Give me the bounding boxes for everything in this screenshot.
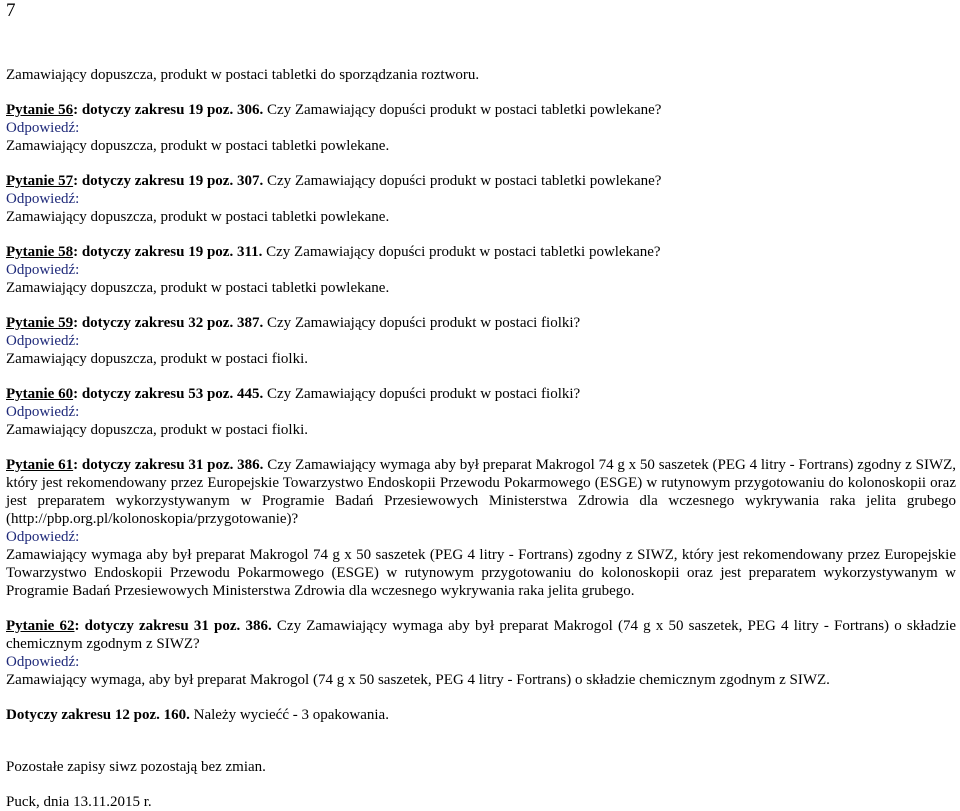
answer-text: Zamawiający dopuszcza, produkt w postaci tabletki powlekane. bbox=[6, 280, 390, 296]
question-number: Pytanie 57 bbox=[6, 173, 74, 189]
question-text: Pytanie 59: dotyczy zakresu 32 poz. 387. Czy Zamawiający dopuści produkt w postaci fiolki? bbox=[6, 315, 581, 331]
question-title: Pytanie 61: dotyczy zakresu 31 poz. 386. bbox=[6, 457, 264, 473]
answer-text: Zamawiający wymaga, aby był preparat Makrogol (74 g x 50 saszetek, PEG 4 litry - Fortrans) o składzie chemicznym zgodnym z SIWZ. bbox=[6, 672, 830, 688]
question-number: Pytanie 58 bbox=[6, 244, 74, 260]
question-block bbox=[6, 385, 956, 439]
question-title: Pytanie 60: dotyczy zakresu 53 poz. 445. bbox=[6, 386, 264, 402]
question-text: Pytanie 61: dotyczy zakresu 31 poz. 386. Czy Zamawiający wymaga aby był preparat Makrogol 74 g x 50 saszetek (PEG 4 litry - Fortrans) zgodny z SIWZ, który jest rekomendowany przez Europejskie Towarzystwo Endoskopii Przewodu Pokarmowego (ESGE) w rutynowym przygotowaniu do kolonoskopii oraz jest preparatem wykorzystywanym w Programie Badań Przesiewowych Ministerstwa Zdrowia dla wczesnego wykrywania raka jelita grubego (http://pbp.org.pl/kolonoskopia/przygotowanie)? bbox=[6, 457, 957, 527]
extra-note bbox=[6, 706, 956, 724]
question-title: Pytanie 59: dotyczy zakresu 32 poz. 387. bbox=[6, 315, 264, 331]
answer-label: Odpowiedź: bbox=[6, 262, 80, 278]
answer-text: Zamawiający dopuszcza, produkt w postaci fiolki. bbox=[6, 422, 308, 438]
question-title: Pytanie 57: dotyczy zakresu 19 poz. 307. bbox=[6, 173, 264, 189]
question-text: Pytanie 58: dotyczy zakresu 19 poz. 311. Czy Zamawiający dopuści produkt w postaci tabletki powlekane? bbox=[6, 244, 661, 260]
answer-label: Odpowiedź: bbox=[6, 404, 80, 420]
answer-text: Zamawiający wymaga aby był preparat Makrogol 74 g x 50 saszetek (PEG 4 litry - Fortrans) zgodny z SIWZ, który jest rekomendowany przez Europejskie Towarzystwo Endoskopii Przewodu Pokarmowego (ESGE) w rutynowym przygotowaniu do kolonoskopii oraz jest preparatem wykorzystywanym w Programie Badań Przesiewowych Ministerstwa Zdrowia dla wczesnego wykrywania raka jelita grubego. bbox=[6, 547, 956, 599]
question-block bbox=[6, 617, 956, 689]
question-number: Pytanie 59 bbox=[6, 315, 74, 331]
question-block bbox=[6, 243, 956, 297]
question-text: Pytanie 60: dotyczy zakresu 53 poz. 445. Czy Zamawiający dopuści produkt w postaci fiolki? bbox=[6, 386, 581, 402]
question-number: Pytanie 56 bbox=[6, 102, 74, 118]
extra-title: Dotyczy zakresu 12 poz. 160. bbox=[6, 707, 190, 723]
extra-text: Należy wyciećć - 3 opakowania. bbox=[189, 707, 389, 723]
question-block bbox=[6, 314, 956, 368]
question-number: Pytanie 60 bbox=[6, 386, 74, 402]
answer-label: Odpowiedź: bbox=[6, 120, 80, 136]
question-title: Pytanie 56: dotyczy zakresu 19 poz. 306. bbox=[6, 102, 264, 118]
answer-text: Zamawiający dopuszcza, produkt w postaci tabletki powlekane. bbox=[6, 209, 390, 225]
place-date: Puck, dnia 13.11.2015 r. bbox=[6, 794, 152, 810]
question-text: Pytanie 56: dotyczy zakresu 19 poz. 306. Czy Zamawiający dopuści produkt w postaci tabletki powlekane? bbox=[6, 102, 662, 118]
answer-label: Odpowiedź: bbox=[6, 529, 80, 545]
answer-label: Odpowiedź: bbox=[6, 191, 80, 207]
question-text: Pytanie 57: dotyczy zakresu 19 poz. 307. Czy Zamawiający dopuści produkt w postaci tabletki powlekane? bbox=[6, 173, 662, 189]
question-block bbox=[6, 101, 956, 155]
question-title: Pytanie 62: dotyczy zakresu 31 poz. 386. bbox=[6, 618, 272, 634]
page-number: 7 bbox=[6, 0, 16, 21]
question-title: Pytanie 58: dotyczy zakresu 19 poz. 311. bbox=[6, 244, 263, 260]
answer-text: Zamawiający dopuszcza, produkt w postaci fiolki. bbox=[6, 351, 308, 367]
intro-answer: Zamawiający dopuszcza, produkt w postaci tabletki do sporządzania roztworu. bbox=[6, 67, 480, 83]
document-body bbox=[6, 66, 956, 811]
question-number: Pytanie 61 bbox=[6, 457, 74, 473]
closing-note: Pozostałe zapisy siwz pozostają bez zmian. bbox=[6, 759, 266, 775]
question-text: Pytanie 62: dotyczy zakresu 31 poz. 386. Czy Zamawiający wymaga aby był preparat Makrogol (74 g x 50 saszetek, PEG 4 litry - Fortrans) o składzie chemicznym zgodnym z SIWZ? bbox=[6, 618, 957, 652]
answer-label: Odpowiedź: bbox=[6, 654, 80, 670]
question-block bbox=[6, 172, 956, 226]
question-number: Pytanie 62 bbox=[6, 618, 75, 634]
question-block bbox=[6, 456, 956, 600]
answer-text: Zamawiający dopuszcza, produkt w postaci tabletki powlekane. bbox=[6, 138, 390, 154]
answer-label: Odpowiedź: bbox=[6, 333, 80, 349]
